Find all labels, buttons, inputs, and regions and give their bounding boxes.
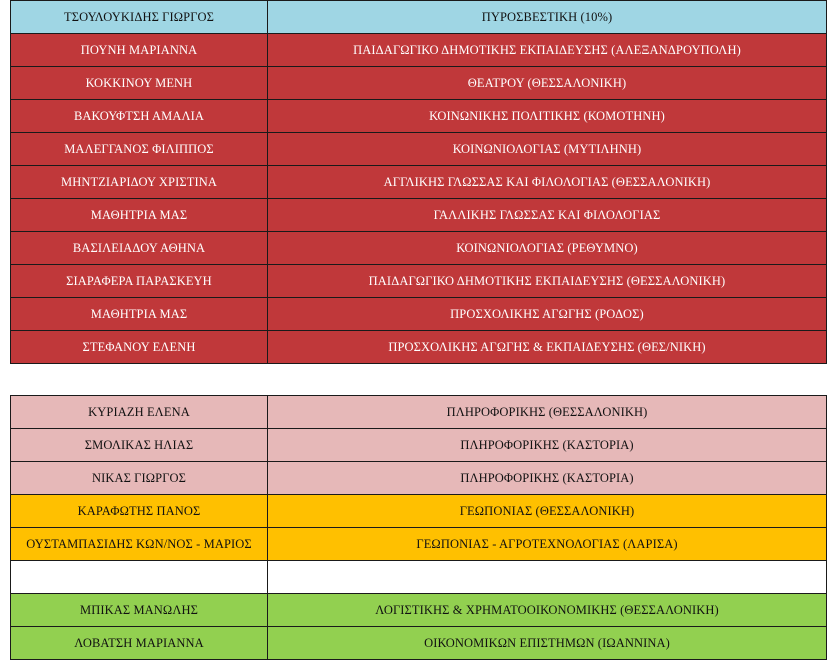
student-name-cell: ΜΠΙΚΑΣ ΜΑΝΩΛΗΣ xyxy=(11,594,268,627)
table-row xyxy=(11,34,827,67)
student-name-cell: ΟΥΣΤΑΜΠΑΣΙΔΗΣ ΚΩΝ/ΝΟΣ - ΜΑΡΙΟΣ xyxy=(11,528,268,561)
department-cell: ΓΑΛΛΙΚΗΣ ΓΛΩΣΣΑΣ ΚΑΙ ΦΙΛΟΛΟΓΙΑΣ xyxy=(268,199,827,232)
department-cell: ΓΕΩΠΟΝΙΑΣ - ΑΓΡΟΤΕΧΝΟΛΟΓΙΑΣ (ΛΑΡΙΣΑ) xyxy=(268,528,827,561)
table-row xyxy=(11,133,827,166)
table-row xyxy=(11,495,827,528)
table-row xyxy=(11,331,827,364)
table-row xyxy=(11,100,827,133)
department-cell: ΠΥΡΟΣΒΕΣΤΙΚΗ (10%) xyxy=(268,1,827,34)
student-name-cell: ΜΑΛΕΓΓΑΝΟΣ ΦΙΛΙΠΠΟΣ xyxy=(11,133,268,166)
department-cell: ΠΛΗΡΟΦΟΡΙΚΗΣ (ΚΑΣΤΟΡΙΑ) xyxy=(268,429,827,462)
student-name-cell: ΚΑΡΑΦΩΤΗΣ ΠΑΝΟΣ xyxy=(11,495,268,528)
table-row xyxy=(11,265,827,298)
results-table-bottom-body xyxy=(11,396,827,660)
student-name-cell: ΣΜΟΛΙΚΑΣ ΗΛΙΑΣ xyxy=(11,429,268,462)
department-cell: ΠΛΗΡΟΦΟΡΙΚΗΣ (ΚΑΣΤΟΡΙΑ) xyxy=(268,462,827,495)
department-cell xyxy=(268,561,827,594)
table-row xyxy=(11,67,827,100)
results-table-top-body xyxy=(11,1,827,364)
table-row xyxy=(11,462,827,495)
student-name-cell: ΜΗΝΤΖΙΑΡΙΔΟΥ ΧΡΙΣΤΙΝΑ xyxy=(11,166,268,199)
department-cell: ΘΕΑΤΡΟΥ (ΘΕΣΣΑΛΟΝΙΚΗ) xyxy=(268,67,827,100)
table-row xyxy=(11,396,827,429)
table-row xyxy=(11,166,827,199)
table-row xyxy=(11,594,827,627)
student-name-cell: ΚΥΡΙΑΖΗ ΕΛΕΝΑ xyxy=(11,396,268,429)
student-name-cell: ΜΑΘΗΤΡΙΑ ΜΑΣ xyxy=(11,298,268,331)
department-cell: ΚΟΙΝΩΝΙΚΗΣ ΠΟΛΙΤΙΚΗΣ (ΚΟΜΟΤΗΝΗ) xyxy=(268,100,827,133)
results-table-bottom xyxy=(10,395,827,660)
student-name-cell: ΠΟΥΝΗ ΜΑΡΙΑΝΝΑ xyxy=(11,34,268,67)
department-cell: ΚΟΙΝΩΝΙΟΛΟΓΙΑΣ (ΜΥΤΙΛΗΝΗ) xyxy=(268,133,827,166)
department-cell: ΠΑΙΔΑΓΩΓΙΚΟ ΔΗΜΟΤΙΚΗΣ ΕΚΠΑΙΔΕΥΣΗΣ (ΑΛΕΞΑΝΔΡΟΥΠΟΛΗ) xyxy=(268,34,827,67)
student-name-cell: ΚΟΚΚΙΝΟΥ ΜΕΝΗ xyxy=(11,67,268,100)
student-name-cell: ΝΙΚΑΣ ΓΙΩΡΓΟΣ xyxy=(11,462,268,495)
table-row xyxy=(11,298,827,331)
department-cell: ΠΛΗΡΟΦΟΡΙΚΗΣ (ΘΕΣΣΑΛΟΝΙΚΗ) xyxy=(268,396,827,429)
department-cell: ΚΟΙΝΩΝΙΟΛΟΓΙΑΣ (ΡΕΘΥΜΝΟ) xyxy=(268,232,827,265)
table-row xyxy=(11,1,827,34)
student-name-cell: ΛΟΒΑΤΣΗ ΜΑΡΙΑΝΝΑ xyxy=(11,627,268,660)
table-row xyxy=(11,232,827,265)
table-row xyxy=(11,199,827,232)
student-name-cell xyxy=(11,561,268,594)
department-cell: ΓΕΩΠΟΝΙΑΣ (ΘΕΣΣΑΛΟΝΙΚΗ) xyxy=(268,495,827,528)
table-row xyxy=(11,528,827,561)
department-cell: ΠΡΟΣΧΟΛΙΚΗΣ ΑΓΩΓΗΣ (ΡΟΔΟΣ) xyxy=(268,298,827,331)
student-name-cell: ΒΑΣΙΛΕΙΑΔΟΥ ΑΘΗΝΑ xyxy=(11,232,268,265)
results-table-top xyxy=(10,0,827,364)
department-cell: ΠΡΟΣΧΟΛΙΚΗΣ ΑΓΩΓΗΣ & ΕΚΠΑΙΔΕΥΣΗΣ (ΘΕΣ/ΝΙΚΗ) xyxy=(268,331,827,364)
department-cell: ΑΓΓΛΙΚΗΣ ΓΛΩΣΣΑΣ ΚΑΙ ΦΙΛΟΛΟΓΙΑΣ (ΘΕΣΣΑΛΟΝΙΚΗ) xyxy=(268,166,827,199)
department-cell: ΟΙΚΟΝΟΜΙΚΩΝ ΕΠΙΣΤΗΜΩΝ (ΙΩΑΝΝΙΝΑ) xyxy=(268,627,827,660)
student-name-cell: ΜΑΘΗΤΡΙΑ ΜΑΣ xyxy=(11,199,268,232)
department-cell: ΛΟΓΙΣΤΙΚΗΣ & ΧΡΗΜΑΤΟΟΙΚΟΝΟΜΙΚΗΣ (ΘΕΣΣΑΛΟΝΙΚΗ) xyxy=(268,594,827,627)
student-name-cell: ΒΑΚΟΥΦΤΣΗ ΑΜΑΛΙΑ xyxy=(11,100,268,133)
student-name-cell: ΣΙΑΡΑΦΕΡΑ ΠΑΡΑΣΚΕΥΗ xyxy=(11,265,268,298)
student-name-cell: ΤΣΟΥΛΟΥΚΙΔΗΣ ΓΙΩΡΓΟΣ xyxy=(11,1,268,34)
table-row xyxy=(11,627,827,660)
table-row xyxy=(11,561,827,594)
department-cell: ΠΑΙΔΑΓΩΓΙΚΟ ΔΗΜΟΤΙΚΗΣ ΕΚΠΑΙΔΕΥΣΗΣ (ΘΕΣΣΑΛΟΝΙΚΗ) xyxy=(268,265,827,298)
student-name-cell: ΣΤΕΦΑΝΟΥ ΕΛΕΝΗ xyxy=(11,331,268,364)
table-row xyxy=(11,429,827,462)
